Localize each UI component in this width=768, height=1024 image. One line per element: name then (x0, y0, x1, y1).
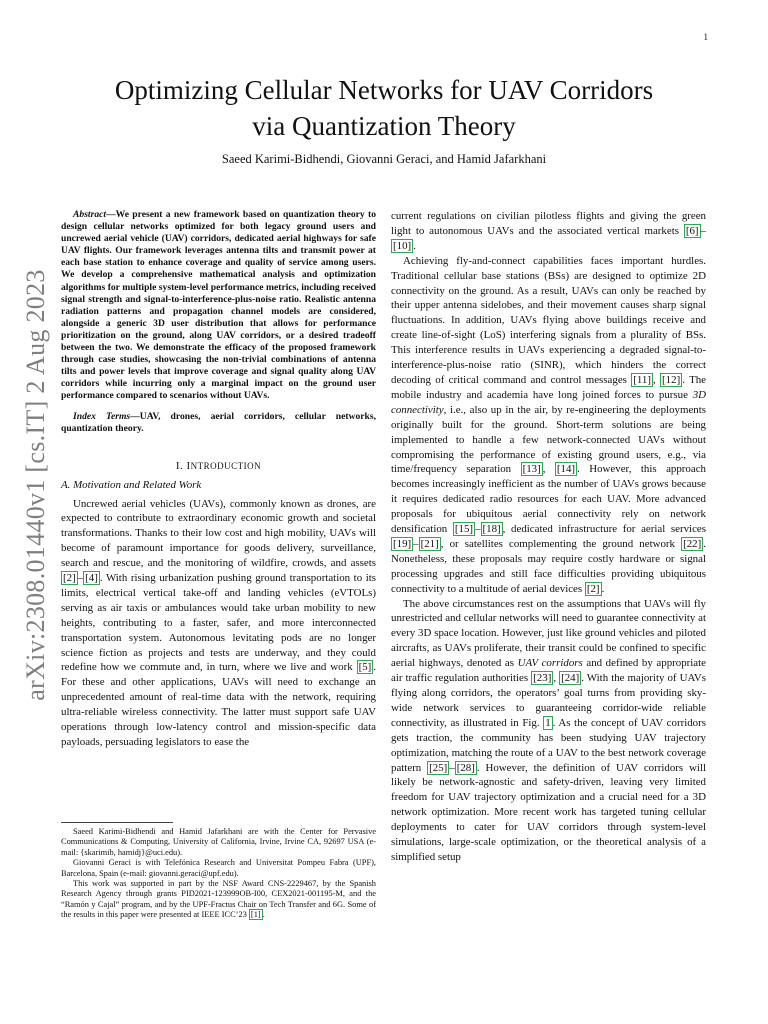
page-number: 1 (703, 32, 708, 42)
figure-link[interactable]: 1 (545, 716, 551, 729)
citation-link[interactable]: [14] (556, 463, 576, 476)
index-terms (61, 411, 376, 435)
citation-link[interactable]: [5] (358, 661, 372, 674)
citation-link[interactable]: [1] (250, 910, 261, 920)
citation-link[interactable]: [22] (683, 537, 702, 550)
citation-link[interactable]: [24] (561, 672, 580, 685)
arxiv-stamp: arXiv:2308.01440v1 [cs.IT] 2 Aug 2023 (21, 269, 50, 701)
intro-paragraph-continued: current regulations on civilian pilotless flights and giving the green light to autonomous UAVs and the associated vertical markets [6] –[10] . (391, 210, 706, 252)
section-heading-introduction: I. INTRODUCTION (175, 459, 262, 472)
intro-paragraph-1: Uncrewed aerial vehicles (UAVs), commonly known as drones, are expected to contribute to extraordinary economic growth and societal transformations. Thanks to their low cost and high mobility, UAVs will become of paramount importance for goods delivery, surveillance, search and rescue, and the monitoring of wildfire, crowds, and assets [2] – [4] . With rising urbanization pushing ground transportation to its limits, electrical vertical take-off and landing vehicles (eVTOLs) serving as air taxis or ambulances would take urban mobility to new heights, contributing to a faster, safer, and more interconnected transportation system. Autonomous levitating pods are no longer science fiction as projects and tests are underway, and they could redefine how we commute and, in turn, where we live and work [5] . For these and other applications, UAVs will need to exchange an unprecedented amount of real-time data with the network, requiring ultra-reliable wireless connectivity. The latter must support safe UAV operations through low-latency control and mission-specific data payloads, persuading legislators to ease the (61, 497, 376, 748)
citation-link[interactable]: [13] (522, 463, 541, 476)
citation-link[interactable]: [4] (85, 572, 98, 585)
index-terms-label: Index Terms (73, 410, 131, 422)
citation-link[interactable]: [15] (454, 523, 474, 536)
abstract-text: —We present a new framework based on quantization theory to design cellular networks optimized for both legacy ground users and uncrewed aerial vehicle (UAV) corridors, dedicated aerial highways for safe UAV flights. Our framework leverages antenna tilts and transmit power at each base station to enhance coverage and quality of service among users. We develop a comprehensive mathematical analysis and optimization algorithms for multiple system-level performance metrics, including received signal strength and signal-to-interference-plus-noise ratio. Realistic antenna radiation patterns and propagation channel models are considered, alongside a generic 3D user distribution that allows for performance prioritization on the ground, along UAV corridors, or a desired tradeoff between the two. We demonstrate the efficacy of the proposed framework through case studies, showcasing the non-trivial combinations of antenna tilts and power levels that improve coverage and signal quality along UAV corridors while incurring only a marginal impact on the ground user performance compared to scenarios without UAVs. (61, 209, 376, 402)
footnotes (61, 822, 376, 921)
title-line-2: via Quantization Theory (252, 111, 516, 141)
intro-paragraph-2: Achieving fly-and-connect capabilities faces important hurdles. Traditional cellular base stations (BSs) are designed to optimize 2D connectivity on the ground. As a result, UAVs can only be reached by their upper antenna sidelobes, and their movement causes sharp signal fluctuations. In addition, UAVs flying above buildings receive and create line-of-sight (LoS) interfering signals from a plurality of BSs. This interference results in UAVs experiencing a degraded signal-to-interference-plus-noise ratio (SINR), which hinders the correct decoding of critical command and control messages [11] , [12] . The mobile industry and academia have long joined forces to pursue 3D connectivity, i.e., also up in the air, by re-engineering the deployments originally built for the ground. Short-term solutions are being implemented to handle a few network-connected UAVs without compromising the performance of existing ground users, e.g., via time/frequency separation [13] , [14] . However, this approach becomes increasingly inefficient as the number of UAVs grows because it requires dedicated radio resources for each UAV. More advanced proposals for ubiquitous aerial connectivity rely on network densification [15] – [18] , dedicated infrastructure for aerial services [19] – [21] , or satellites complementing the ground network [22] . Nonetheless, these proposals may require costly hardware or signal processing upgrades and still face difficulties providing ubiquitous connectivity to a multitude of aerial devices [2] . (391, 254, 706, 595)
footnote-funding: This work was supported in part by the NSF Award CNS-2229467, by the Spanish Research Agency through grants PID2021-123999OB-I00, CEX2021-001195-M, and the “Ramón y Cajal” program, and by the UPF-Fractus Chair on Tech Transfer and 6G. Some of the results in this paper were presented at IEEE ICC’23 [1] . (61, 879, 376, 920)
citation-link[interactable]: [23] (533, 672, 552, 685)
citation-link[interactable]: [18] (482, 523, 501, 536)
footnote-rule (61, 822, 173, 823)
author-list: Saeed Karimi-Bidhendi, Giovanni Geraci, and Hamid Jafarkhani (221, 152, 547, 166)
right-column (391, 209, 706, 865)
citation-link[interactable]: [6] (685, 224, 699, 237)
citation-link[interactable]: [10] (393, 239, 412, 252)
title-line-1: Optimizing Cellular Networks for UAV Corridors (114, 75, 654, 105)
citation-link[interactable]: [2] (63, 572, 76, 585)
citation-link[interactable]: [28] (456, 761, 475, 774)
citation-link[interactable]: [21] (420, 537, 439, 550)
footnote-affiliation-2: Giovanni Geraci is with Telefónica Research and Universitat Pompeu Fabra (UPF), Barcelona, Spain (e-mail: giovanni.geraci@upf.edu). (61, 858, 376, 878)
abstract-label: Abstract (73, 209, 107, 220)
citation-link[interactable]: [11] (633, 373, 651, 386)
index-terms-text: —UAV, drones, aerial corridors, cellular networks, quantization theory. (61, 410, 376, 434)
abstract (61, 209, 376, 403)
citation-link[interactable]: [12] (662, 373, 681, 386)
paper-title (60, 72, 708, 144)
left-column (61, 209, 376, 750)
intro-paragraph-3: The above circumstances rest on the assumptions that UAVs will fly unrestricted and cellular networks will need to guarantee connectivity at every 3D space location. However, just like ground vehicles and piloted aircrafts, as UAVs proliferate, their transit could be confined to specific aerial highways, denoted as UAV corridors and defined by appropriate air traffic regulation authorities [23] , [24] . With the majority of UAVs flying along corridors, the operators’ goal turns from providing sky-wide network services to guaranteeing corridor-wide reliable connectivity, as illustrated in Fig. 1 . As the concept of UAV corridors gets traction, the community has been studying UAV trajectory optimization, matching the route of a UAV to the best network coverage pattern [25] – [28] . However, the definition of UAV corridors will likely be network-agnostic and safety-driven, leaving very limited freedom for UAV trajectory optimization and a crucial need for a 3D network optimization. More recent work has targeted tuning cellular deployments to cater for UAV corridors through system-level simulations, large-scale optimization, or the theoretical analysis of a simplified setup (391, 597, 707, 863)
subsection-heading-motivation: A. Motivation and Related Work (61, 478, 202, 491)
citation-link[interactable]: [25] (429, 761, 448, 774)
citation-link[interactable]: [19] (393, 537, 412, 550)
footnote-affiliation-1: Saeed Karimi-Bidhendi and Hamid Jafarkhani are with the Center for Pervasive Communications & Computing, University of California, Irvine, Irvine CA, 92697 USA (e-mail: {skarimib, hamidj}@uci.edu). (61, 827, 376, 857)
citation-link[interactable]: [2] (586, 582, 600, 595)
